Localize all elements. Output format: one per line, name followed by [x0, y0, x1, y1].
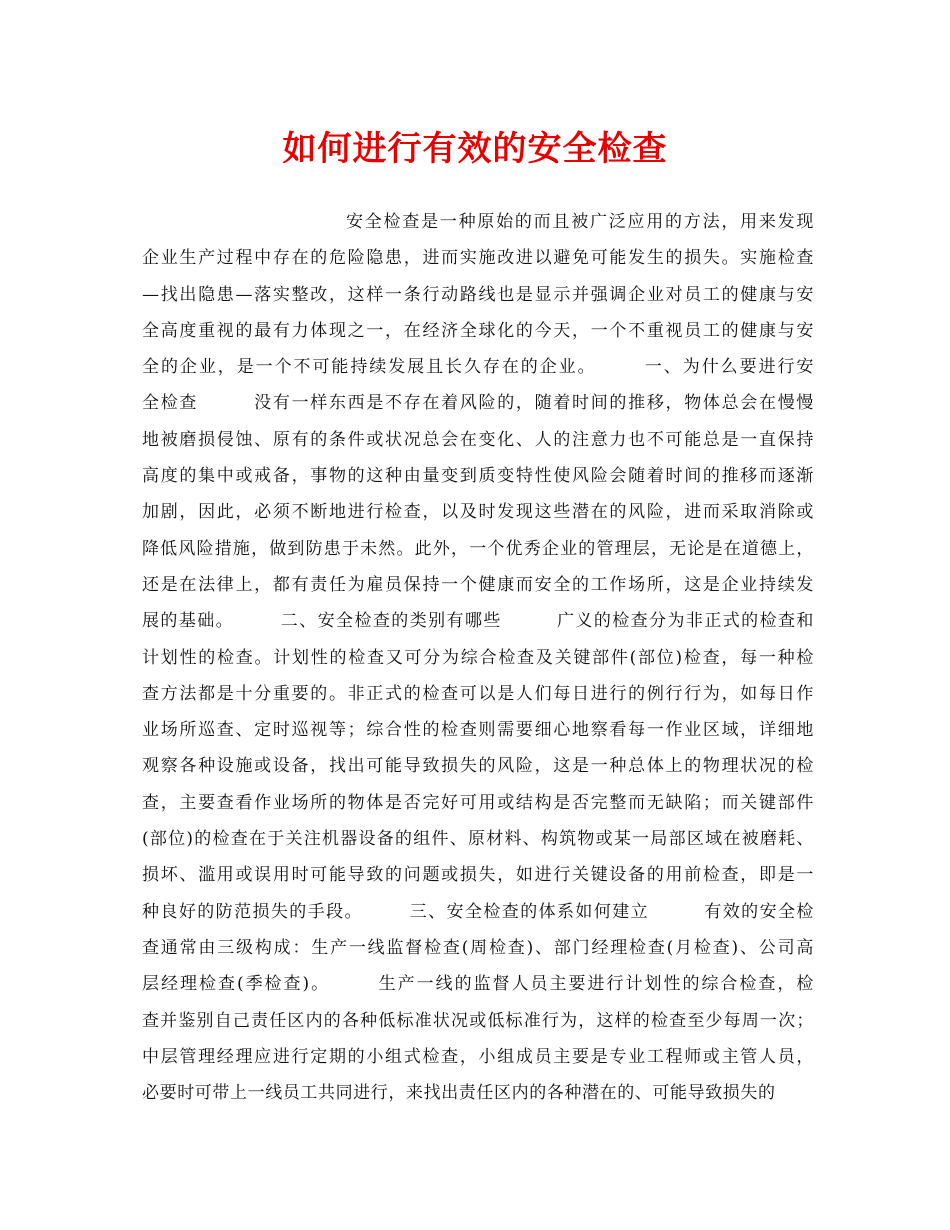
body-line: 业场所巡查、定时巡视等；综合性的检查则需要细心地察看每一作业区域，详细地: [142, 720, 814, 741]
document-title: 如何进行有效的安全检查: [282, 129, 668, 169]
body-line: 企业生产过程中存在的危险隐患，进而实施改进以避免可能发生的损失。实施检查: [142, 248, 814, 269]
body-line: 地被磨损侵蚀、原有的条件或状况总会在变化、人的注意力也不可能总是一直保持: [142, 429, 814, 450]
body-line: —找出隐患—落实整改，这样一条行动路线也是显示并强调企业对员工的健康与安: [142, 284, 814, 305]
body-line: 全高度重视的最有力体现之一，在经济全球化的今天，一个不重视员工的健康与安: [142, 320, 814, 341]
body-line: 中层管理经理应进行定期的小组式检查，小组成员主要是专业工程师或主管人员，: [142, 1046, 814, 1067]
body-line: 高度的集中或戒备，事物的这种由量变到质变特性使风险会随着时间的推移而逐渐: [142, 466, 814, 487]
body-line: 全检查 没有一样东西是不存在着风险的，随着时间的推移，物体总会在慢慢: [142, 393, 814, 414]
body-line: 层经理检查(季检查)。 生产一线的监督人员主要进行计划性的综合检查，检: [142, 974, 814, 995]
body-line: (部位)的检查在于关注机器设备的组件、原材料、构筑物或某一局部区域在被磨耗、: [142, 829, 814, 850]
body-line: 全的企业，是一个不可能持续发展且长久存在的企业。 一、为什么要进行安: [142, 357, 814, 378]
body-line: 查，主要查看作业场所的物体是否完好可用或结构是否完整而无缺陷；而关键部件: [142, 792, 814, 813]
body-line: 加剧，因此，必须不断地进行检查，以及时发现这些潜在的风险，进而采取消除或: [142, 502, 814, 523]
body-line: 查并鉴别自己责任区内的各种低标准状况或低标准行为，这样的检查至少每周一次；: [142, 1010, 814, 1031]
body-line: 必要时可带上一线员工共同进行，来找出责任区内的各种潜在的、可能导致损失的: [142, 1083, 776, 1104]
body-line: 降低风险措施，做到防患于未然。此外，一个优秀企业的管理层，无论是在道德上，: [142, 538, 814, 559]
body-line: 安全检查是一种原始的而且被广泛应用的方法，用来发现: [346, 212, 814, 232]
body-line: 计划性的检查。计划性的检查又可分为综合检查及关键部件(部位)检查，每一种检: [142, 647, 814, 668]
document-body: [142, 204, 814, 1111]
body-line: 还是在法律上，都有责任为雇员保持一个健康而安全的工作场所，这是企业持续发: [142, 574, 814, 595]
body-line: 展的基础。 二、安全检查的类别有哪些 广义的检查分为非正式的检查和: [142, 611, 814, 632]
body-line: 查方法都是十分重要的。非正式的检查可以是人们每日进行的例行行为，如每日作: [142, 683, 814, 704]
body-line: 种良好的防范损失的手段。 三、安全检查的体系如何建立 有效的安全检: [142, 901, 814, 922]
body-line: 观察各种设施或设备，找出可能导致损失的风险，这是一种总体上的物理状况的检: [142, 756, 814, 777]
body-line: 损坏、滥用或误用时可能导致的问题或损失，如进行关键设备的用前检查，即是一: [142, 865, 814, 886]
body-line: 查通常由三级构成：生产一线监督检查(周检查)、部门经理检查(月检查)、公司高: [142, 937, 814, 958]
